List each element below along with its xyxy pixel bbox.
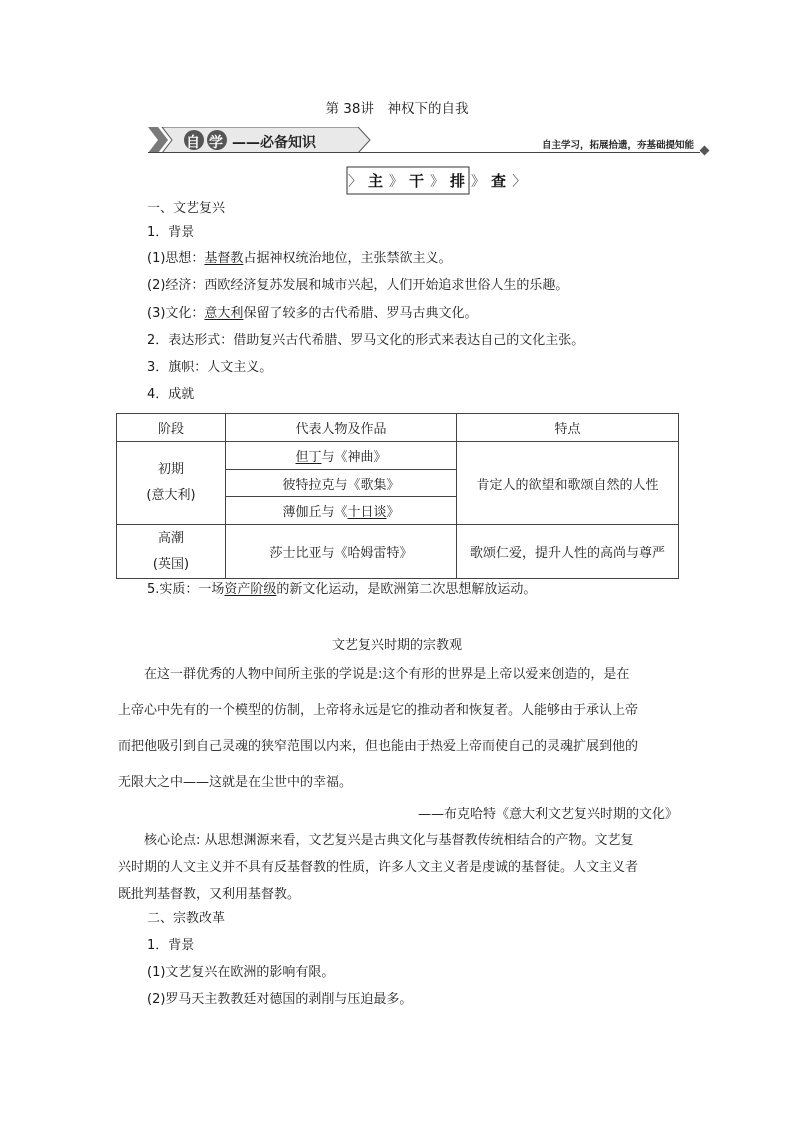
underlined-term: 基督教 <box>204 251 244 266</box>
badge-char: 干 <box>409 172 425 190</box>
badge-chevron-icon: 》 <box>430 173 445 190</box>
table-header-cell: 代表人物及作品 <box>226 414 457 442</box>
table-cell-feature: 肯定人的欲望和歌颂自然的人性 <box>457 442 679 525</box>
table-header-row <box>117 414 679 442</box>
banner-char-xue: 学 <box>209 135 223 151</box>
badge-char: 排 <box>450 172 466 190</box>
table-cell-work: 但丁与《神曲》 <box>226 442 457 470</box>
table-cell-stage: 初期 (意大利) <box>117 442 226 525</box>
excerpt-line: 在这一群优秀的人物中间所主张的学说是:这个有形的世界是上帝以爱来创造的，是在 <box>144 667 630 682</box>
excerpt-line: 上帝心中先有的一个模型的仿制，上帝将永远是它的推动者和恢复者。人能够由于承认上帝 <box>118 703 639 718</box>
core-argument-line: 既批判基督教，又利用基督教。 <box>118 887 301 902</box>
section-heading-reformation: 二、宗教改革 <box>147 911 226 926</box>
page-title: 第 38讲 神权下的自我 <box>325 101 469 117</box>
bg-item-thought: (1)思想：基督教占据神权统治地位，主张禁欲主义。 <box>147 251 452 266</box>
excerpt-source: ——布克哈特《意大利文艺复兴时期的文化》 <box>417 807 678 822</box>
core-argument-line: 兴时期的人文主义并不具有反基督教的性质，许多人文主义者是虔诚的基督徒。人文主义者 <box>118 860 639 875</box>
banner-underline <box>148 152 700 153</box>
subheading-background: 1．背景 <box>147 938 195 953</box>
excerpt-line: 而把他吸引到自己灵魂的狭窄范围以内来，但也能由于热爱上帝而使自己的灵魂扩展到他的 <box>118 739 639 754</box>
banner-tagline: 自主学习，拓展拾遗，夯基础提知能 <box>541 140 694 151</box>
excerpt-line: 无限大之中——这就是在尘世中的幸福。 <box>118 775 353 790</box>
underlined-term: 意大利 <box>204 306 244 321</box>
table-cell-feature: 歌颂仁爱，提升人性的高尚与尊严 <box>457 525 679 579</box>
table-row <box>117 442 679 470</box>
banner-char-zi: 自 <box>186 135 200 151</box>
badge-char: 查 <box>491 172 507 190</box>
table-row <box>117 525 679 579</box>
core-argument-line: 核心论点: 从思想渊源来看，文艺复兴是古典文化与基督教传统相结合的产物。文艺复 <box>144 833 634 848</box>
table-cell-work: 莎士比亚与《哈姆雷特》 <box>226 525 457 579</box>
table-header-cell: 特点 <box>457 414 679 442</box>
underlined-term: 资产阶级 <box>224 582 277 597</box>
badge-char: 主 <box>368 172 384 190</box>
bg-item-economy: (2)经济：西欧经济复苏发展和城市兴起，人们开始追求世俗人生的乐趣。 <box>147 278 569 293</box>
banner-item: 3．旗帜：人文主义。 <box>147 360 273 375</box>
banner-diamond-icon <box>700 146 710 156</box>
excerpt-title: 文艺复兴时期的宗教观 <box>331 638 462 653</box>
achievement-table <box>116 413 679 579</box>
section-banner <box>148 127 708 155</box>
bg-item-culture: (3)文化：意大利保留了较多的古代希腊、罗马古典文化。 <box>147 306 478 321</box>
badge-chevron-icon: 〉 <box>512 173 527 190</box>
form-item: 2．表达形式：借助复兴古代希腊、罗马文化的形式来表达自己的文化主张。 <box>147 333 585 348</box>
table-cell-stage: 高潮 (英国) <box>117 525 226 579</box>
bg-item: (2)罗马天主教教廷对德国的剥削与压迫最多。 <box>147 992 413 1007</box>
banner-subtitle: ——必备知识 <box>232 135 316 151</box>
badge-chevron-icon: 》 <box>471 173 486 190</box>
table-header-cell: 阶段 <box>117 414 226 442</box>
essence-item: 5.实质：一场资产阶级的新文化运动，是欧洲第二次思想解放运动。 <box>147 582 537 597</box>
subheading-background: 1．背景 <box>147 225 195 240</box>
achievement-heading: 4．成就 <box>147 387 195 402</box>
badge-chevron-icon: 〉 <box>348 173 362 190</box>
badge-frame <box>346 166 470 195</box>
section-heading-renaissance: 一、文艺复兴 <box>147 201 226 216</box>
table-cell-work: 薄伽丘与《十日谈》 <box>226 497 457 525</box>
bg-item: (1)文艺复兴在欧洲的影响有限。 <box>147 965 335 980</box>
table-cell-work: 彼特拉克与《歌集》 <box>226 470 457 497</box>
badge-chevron-icon: 》 <box>389 173 404 190</box>
